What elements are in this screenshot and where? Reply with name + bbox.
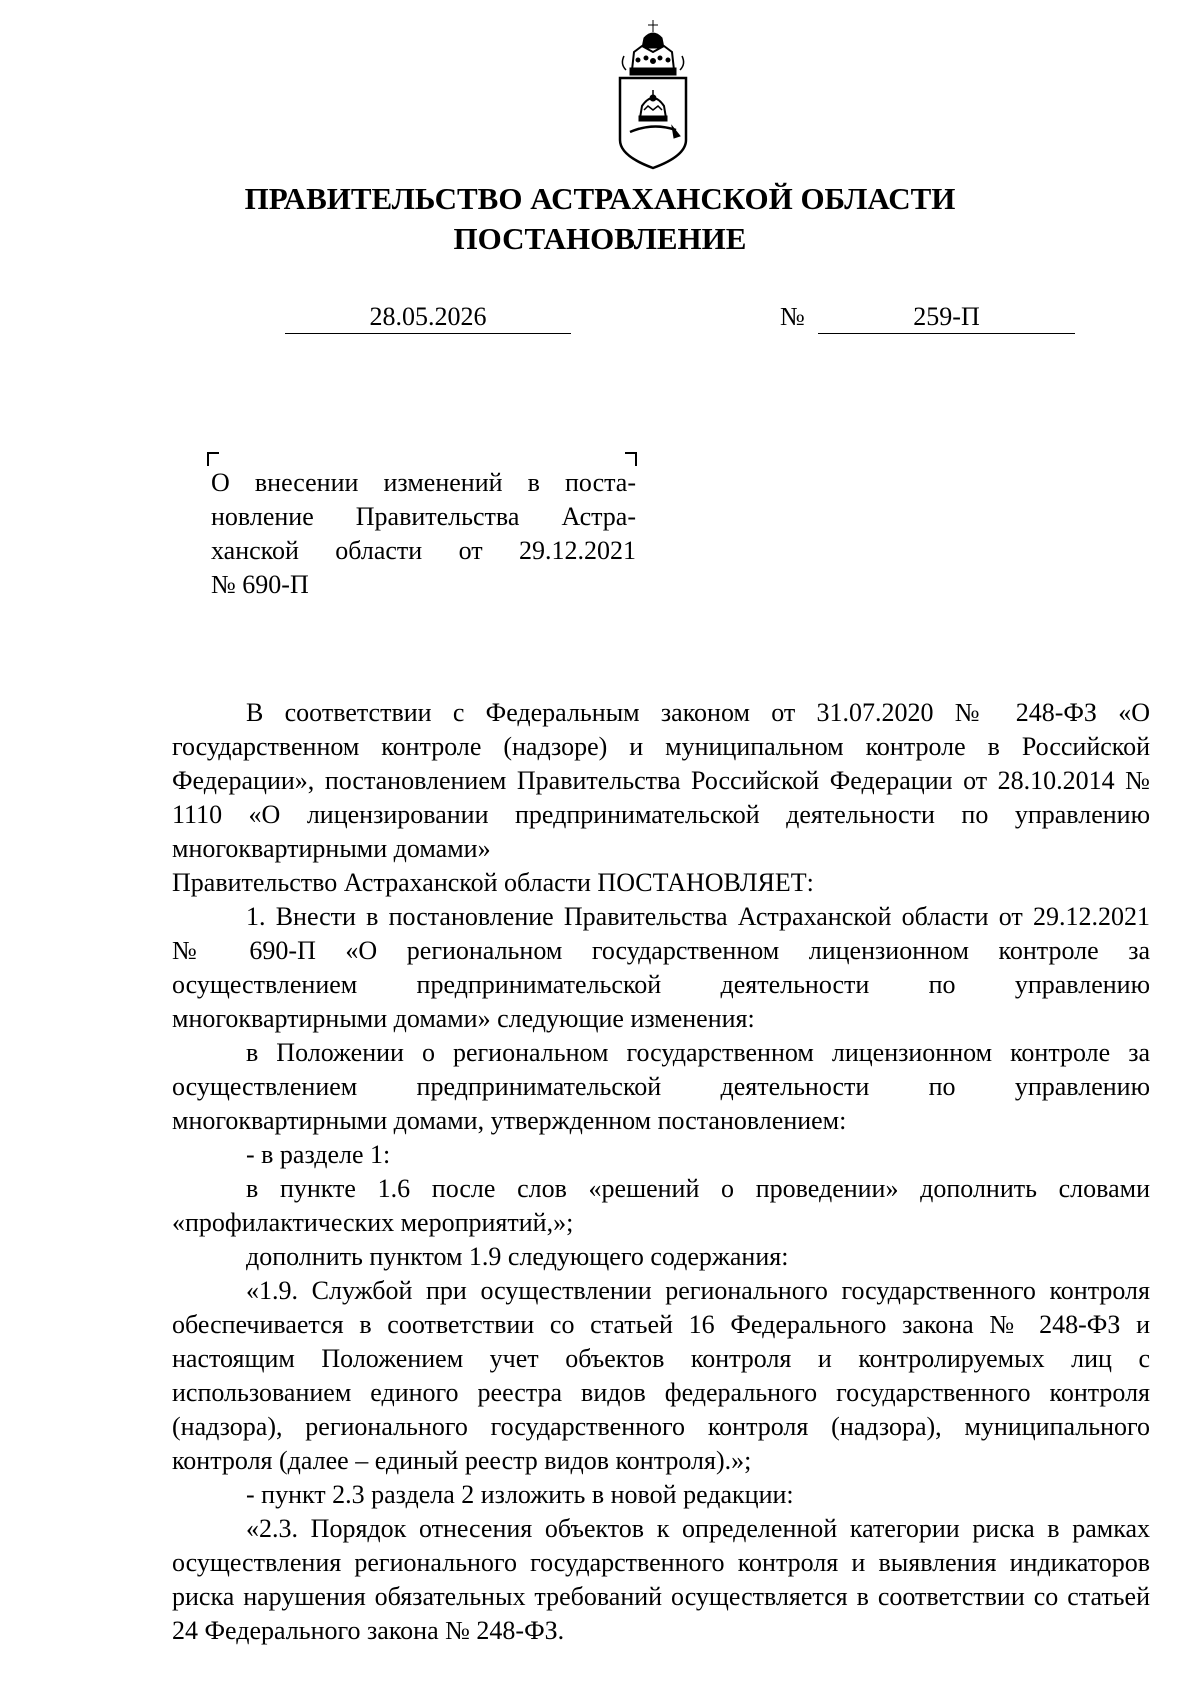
subject-line: ханской области от 29.12.2021 xyxy=(211,536,636,565)
document-body xyxy=(172,696,1150,1648)
government-title: ПРАВИТЕЛЬСТВО АСТРАХАНСКОЙ ОБЛАСТИ xyxy=(244,181,956,216)
number-sign: № xyxy=(780,302,805,331)
body-paragraph: в пункте 1.6 после слов «решений о проведении» дополнить словами «профилактических мероприятий,»; xyxy=(172,1174,1150,1237)
body-paragraph: «1.9. Службой при осуществлении регионального государственного контроля обеспечивается в соответствии со статьей 16 Федерального закона № 248-ФЗ и настоящим Положением учет объектов контроля и контролируемых лиц с использованием единого реестра видов федерального государственного контроля (надзора), регионального государственного контроля (надзора), муниципального контроля (далее – единый реестр видов контроля).»; xyxy=(172,1276,1150,1475)
document-number-field: 259-П xyxy=(818,302,1075,334)
resolution-statement: Правительство Астраханской области ПОСТАНОВЛЯЕТ: xyxy=(172,868,814,897)
body-paragraph: - в разделе 1: xyxy=(246,1140,391,1169)
coat-of-arms-emblem xyxy=(612,18,694,170)
subject-corner-right xyxy=(625,452,637,466)
body-paragraph: в Положении о региональном государственном лицензионном контроле за осуществлением предпринимательской деятельности по управлению многоквартирными домами, утвержденном постановлением: xyxy=(172,1038,1150,1135)
document-type: ПОСТАНОВЛЕНИЕ xyxy=(453,221,747,256)
clause-1-paragraph: 1. Внести в постановление Правительства Астраханской области от 29.12.2021 № 690-П «О региональном государственном лицензионном контроле за осуществлением предпринимательской деятельности по управлению многоквартирными домами» следующие изменения: xyxy=(172,902,1150,1033)
document-subject xyxy=(211,466,636,602)
subject-line: № 690-П xyxy=(211,570,309,599)
body-paragraph: дополнить пунктом 1.9 следующего содержания: xyxy=(246,1242,789,1271)
subject-corner-left xyxy=(207,452,219,466)
document-date-field: 28.05.2026 xyxy=(285,302,571,334)
body-paragraph: - пункт 2.3 раздела 2 изложить в новой редакции: xyxy=(246,1480,794,1509)
body-paragraph: «2.3. Порядок отнесения объектов к определенной категории риска в рамках осуществления регионального государственного контроля и выявления индикаторов риска нарушения обязательных требований осуществляется в соответствии со статьей 24 Федерального закона № 248-ФЗ. xyxy=(172,1514,1150,1645)
subject-line: О внесении изменений в поста- xyxy=(211,468,636,497)
preamble-paragraph: В соответствии с Федеральным законом от 31.07.2020 № 248-ФЗ «О государственном контроле (надзоре) и муниципальном контроле в Российской Федерации», постановлением Правительства Российской Федерации от 28.10.2014 № 1110 «О лицензировании предпринимательской деятельности по управлению многоквартирными домами» xyxy=(172,698,1150,863)
subject-line: новление Правительства Астра- xyxy=(211,502,636,531)
